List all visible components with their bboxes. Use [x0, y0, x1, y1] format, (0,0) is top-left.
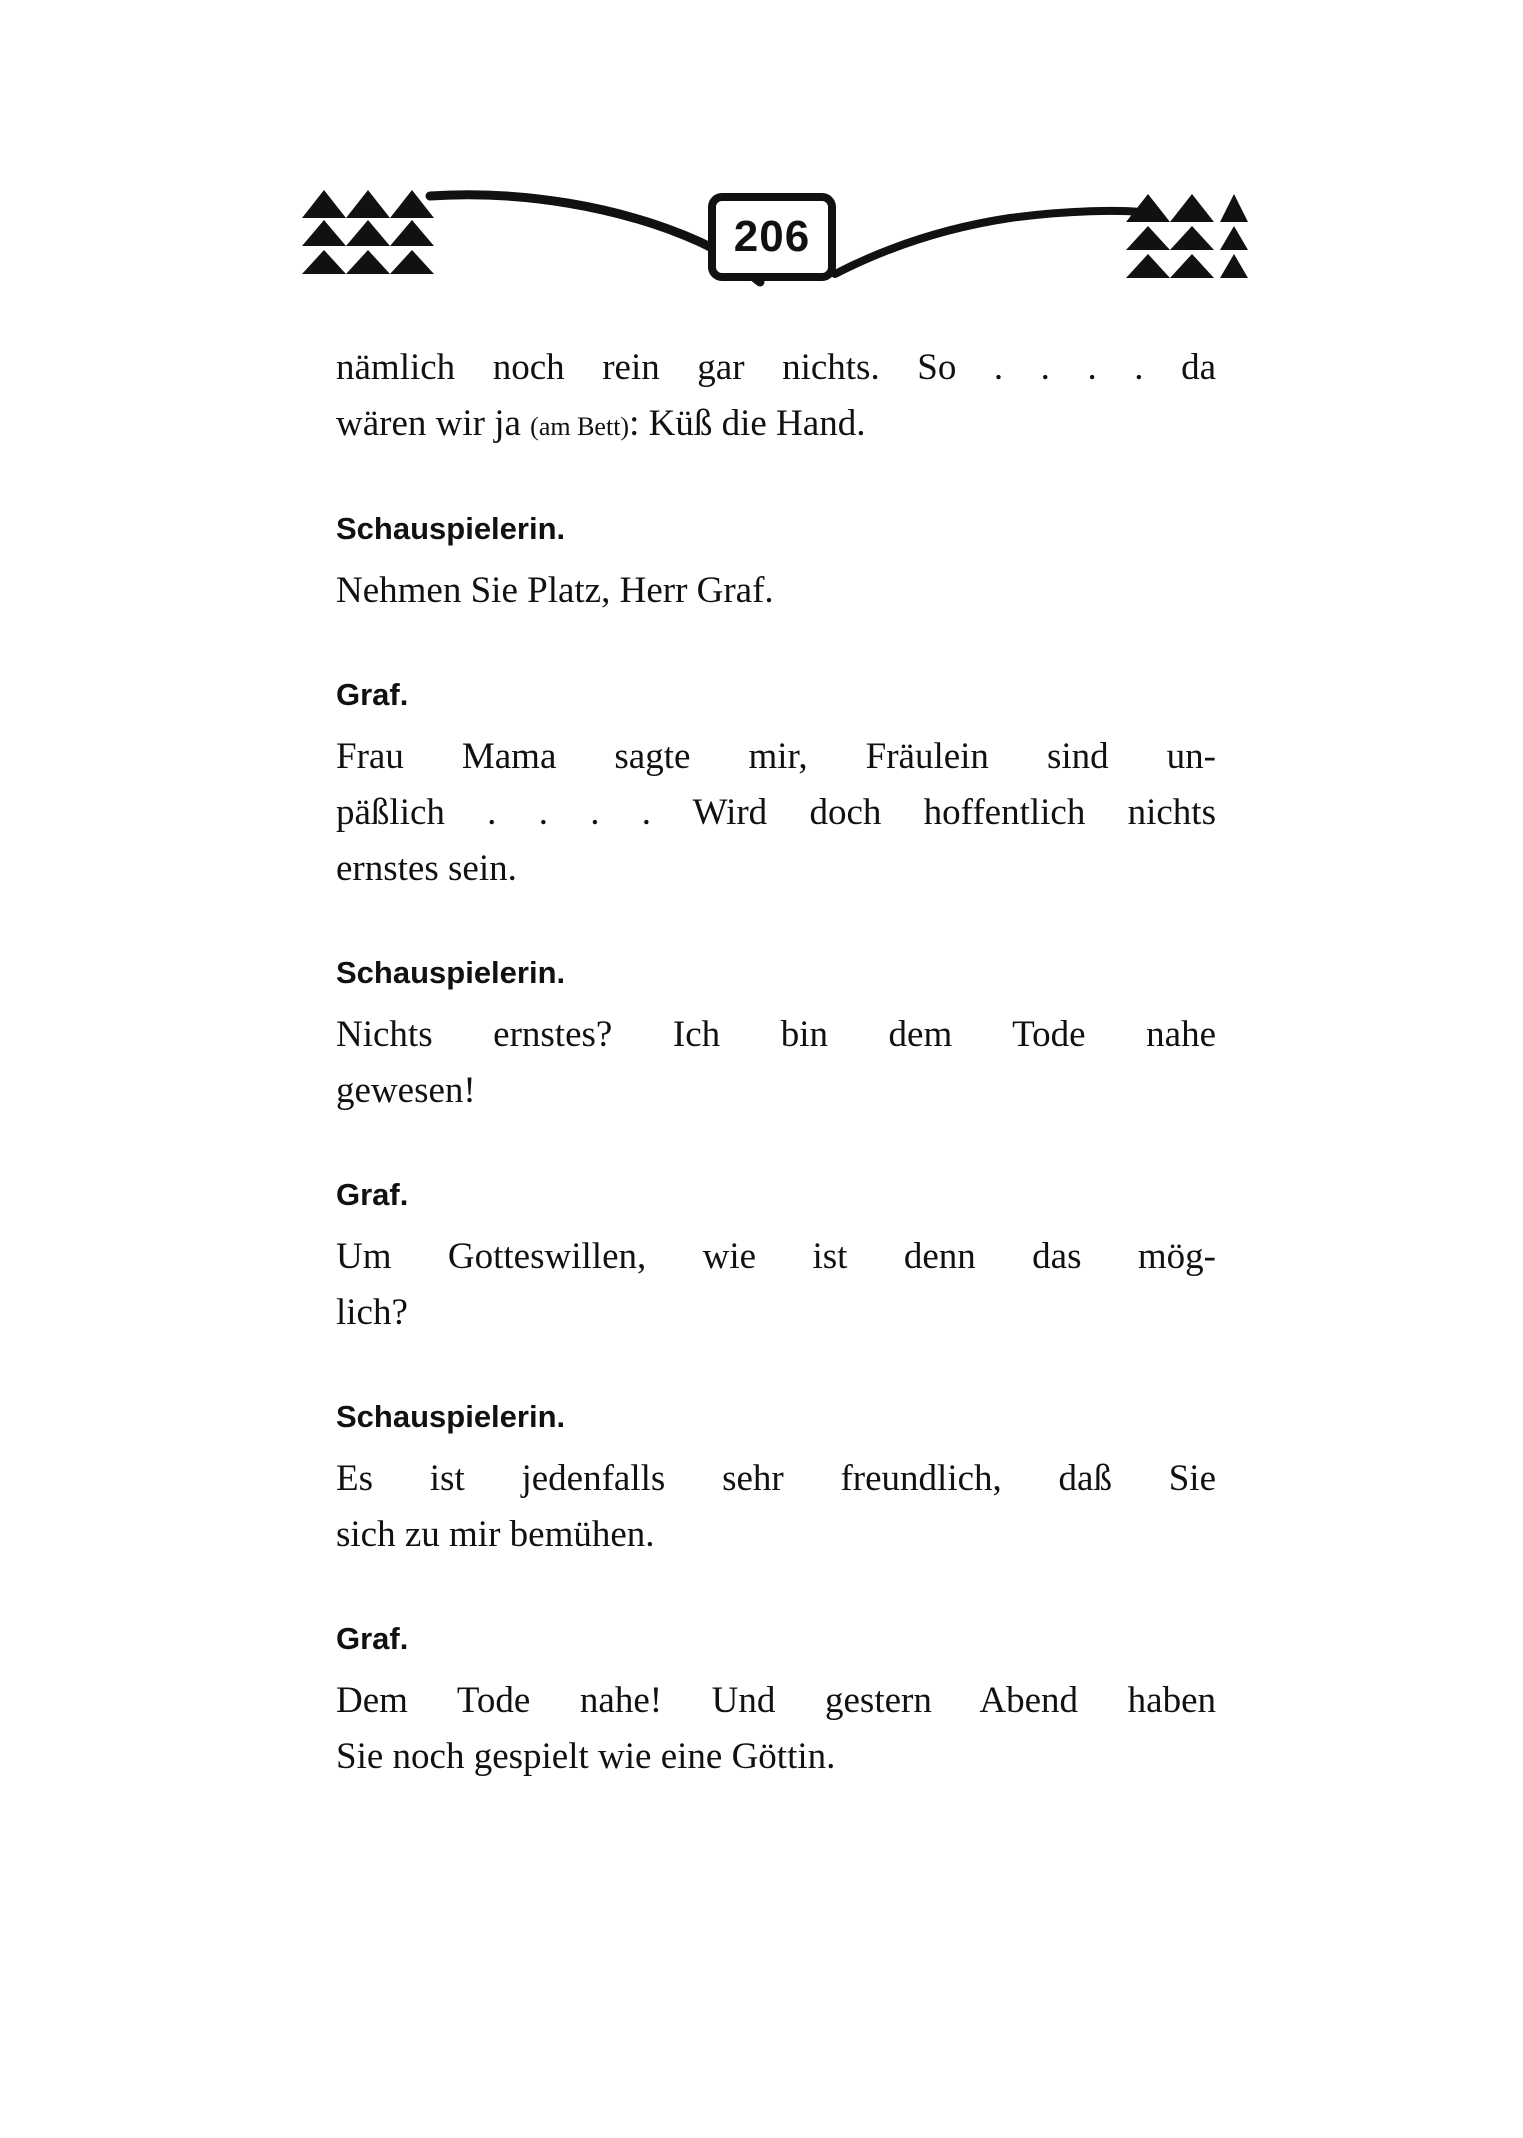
text-line: sich zu mir bemühen. [336, 1514, 655, 1555]
stage-direction: (am Bett) [530, 412, 630, 441]
speech-paragraph [336, 1229, 1216, 1341]
text-line: gewesen! [336, 1070, 476, 1111]
text-line: päßlich . . . . Wird doch hoffentlich nichts [336, 792, 1216, 833]
text-fragment: : Küß die Hand. [629, 403, 866, 444]
speaker-name: Schauspielerin. [336, 955, 566, 990]
text-line: Nehmen Sie Platz, Herr Graf. [336, 570, 774, 611]
right-curve-rule [835, 211, 1140, 274]
text-line: ernstes sein. [336, 848, 517, 889]
text-line: Nichts ernstes? Ich bin dem Tode nahe [336, 1014, 1216, 1055]
text-line: Um Gotteswillen, wie ist denn das mög- [336, 1236, 1216, 1277]
speaker-name: Graf. [336, 677, 409, 712]
speech-paragraph [336, 1451, 1216, 1563]
text-line: Sie noch gespielt wie eine Göttin. [336, 1736, 836, 1777]
text-line: Dem Tode nahe! Und gestern Abend haben [336, 1680, 1216, 1721]
speaker-name: Schauspielerin. [336, 511, 566, 546]
speech-paragraph [336, 340, 1216, 455]
page-number: 206 [708, 193, 836, 281]
right-triangle-cluster [1126, 194, 1248, 278]
speaker-name: Schauspielerin. [336, 1399, 566, 1434]
text-line: Frau Mama sagte mir, Fräulein sind un- [336, 736, 1216, 777]
speaker-name: Graf. [336, 1177, 409, 1212]
text-body [336, 340, 1216, 1785]
text-line: nämlich noch rein gar nichts. So . . . . da [336, 347, 1216, 388]
text-line [336, 396, 1216, 455]
speech-paragraph [336, 729, 1216, 897]
text-fragment: wären wir ja [336, 403, 531, 444]
text-line: Es ist jedenfalls sehr freundlich, daß Sie [336, 1458, 1216, 1499]
speaker-name: Graf. [336, 1621, 409, 1656]
speech-paragraph [336, 563, 1216, 619]
speech-paragraph [336, 1007, 1216, 1119]
left-triangle-cluster [302, 190, 434, 274]
speech-paragraph [336, 1673, 1216, 1785]
text-line: lich? [336, 1292, 408, 1333]
